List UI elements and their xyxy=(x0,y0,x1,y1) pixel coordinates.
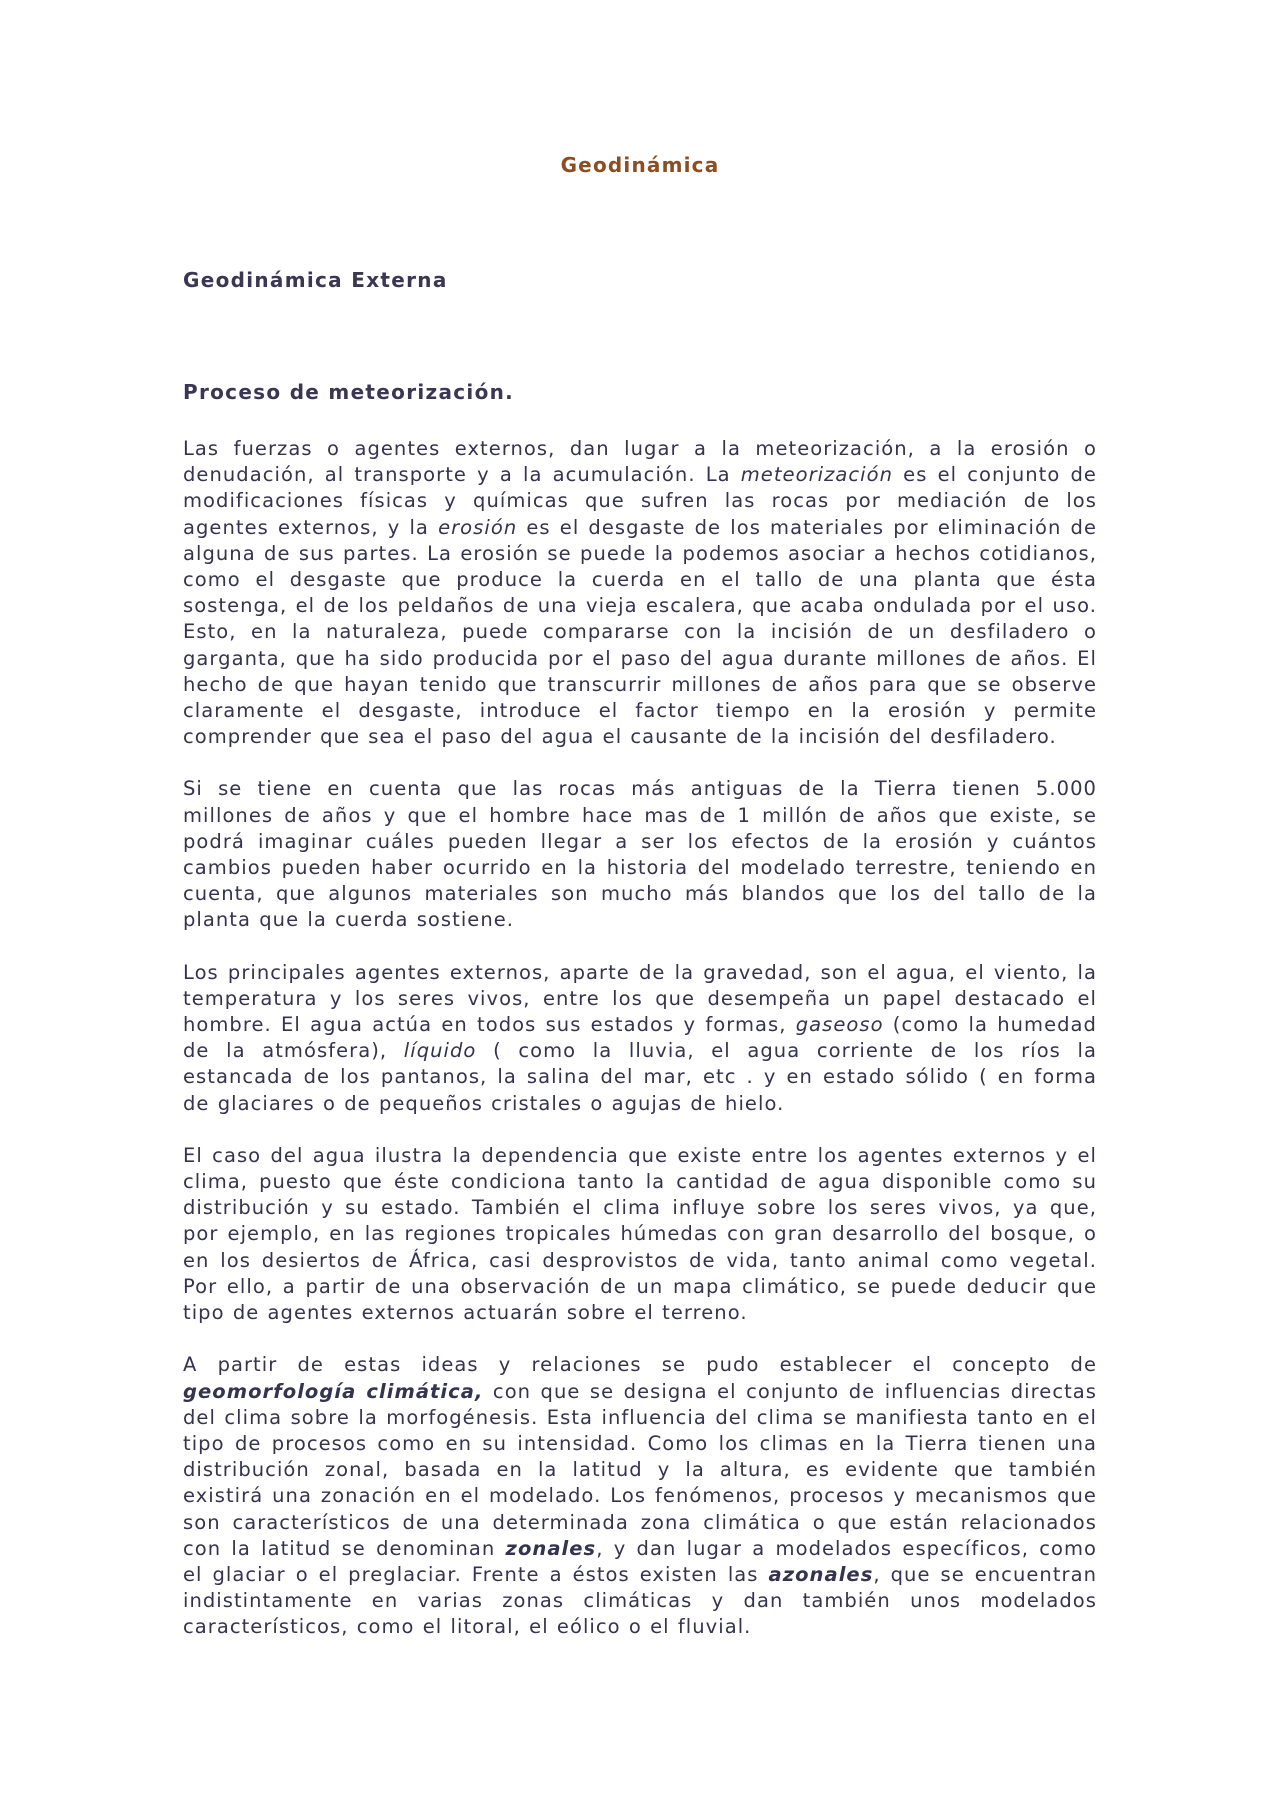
term-meteorizacion: meteorización xyxy=(740,463,894,487)
term-liquido: líquido xyxy=(403,1039,477,1063)
text-span: , y dan lugar a modelados específicos, como el glaciar o el preglaciar. Frente a éstos existen las xyxy=(183,1536,1097,1586)
text-span: A partir de estas ideas y relaciones se pudo establecer el concepto de xyxy=(183,1353,1097,1377)
text-span: , que se encuentran indistintamente en varias zonas climáticas y dan también unos modelados característicos, como el litoral, el eólico o el fluvial. xyxy=(183,1562,1097,1639)
paragraph-agentes-externos xyxy=(183,960,1097,1117)
text-span: con que se designa el conjunto de influencias directas del clima sobre la morfogénesis. Esta influencia del clima se manifiesta tanto en el tipo de procesos como en su intensidad. Como los climas en la Tierra tienen una distribución zonal, basada en la latitud y la altura, es evidente que también existirá una zonación en el modelado. Los fenómenos, procesos y mecanismos que son característicos de una determinada zona climática o que están relacionados con la latitud se denominan xyxy=(183,1379,1097,1560)
body-text xyxy=(183,436,1097,1667)
text-span: ( como la lluvia, el agua corriente de los ríos la estancada de los pantanos, la salina del mar, etc . y en estado sólido ( en forma de glaciares o de pequeños cristales o agujas de hielo. xyxy=(183,1039,1097,1115)
paragraph-caso-agua xyxy=(183,1143,1097,1326)
paragraph-geomorfologia xyxy=(183,1352,1097,1640)
paragraph-rocas-antiguas xyxy=(183,776,1097,933)
text-span: (como la humedad de la atmósfera), xyxy=(183,1013,1097,1063)
text-span: Las fuerzas o agentes externos, dan lugar a la meteorización, a la erosión o denudación, al transporte y a la acumulación. La xyxy=(183,437,1097,487)
term-geomorfologia-climatica: geomorfología climática, xyxy=(183,1379,484,1403)
term-azonales: azonales xyxy=(768,1562,874,1586)
text-span: es el conjunto de modificaciones físicas y químicas que sufren las rocas por mediación de los agentes externos, y la xyxy=(183,463,1097,539)
text-span: Los principales agentes externos, aparte de la gravedad, son el agua, el viento, la temperatura y los seres vivos, entre los que desempeña un papel destacado el hombre. El agua actúa en todos sus estados y formas, xyxy=(183,960,1097,1037)
document-title: Geodinámica xyxy=(560,153,720,177)
term-zonales: zonales xyxy=(505,1536,597,1560)
paragraph-meteorizacion xyxy=(183,436,1097,750)
text-span: es el desgaste de los materiales por eliminación de alguna de sus partes. La erosión se puede la podemos asociar a hechos cotidianos, como el desgaste que produce la cuerda en el tallo de una planta que ésta sostenga, el de los peldaños de una vieja escalera, que acaba ondulada por el uso. Esto, en la naturaleza, puede compararse con la incisión de un desfiladero o garganta, que ha sido producida por el paso del agua durante millones de años. El hecho de que hayan tenido que transcurrir millones de años para que se observe claramente el desgaste, introduce el factor tiempo en la erosión y permite comprender que sea el paso del agua el causante de la incisión del desfiladero. xyxy=(183,515,1097,749)
text-span: Si se tiene en cuenta que las rocas más antiguas de la Tierra tienen 5.000 millones de años y que el hombre hace mas de 1 millón de años que existe, se podrá imaginar cuáles pueden llegar a ser los efectos de la erosión y cuántos cambios pueden haber ocurrido en la historia del modelado terrestre, teniendo en cuenta, que algunos materiales son mucho más blandos que los del tallo de la planta que la cuerda sostiene. xyxy=(183,777,1097,932)
term-erosion: erosión xyxy=(438,515,518,539)
text-span: El caso del agua ilustra la dependencia que existe entre los agentes externos y el clima, puesto que éste condiciona tanto la cantidad de agua disponible como su distribución y su estado. También el clima influye sobre los seres vivos, ya que, por ejemplo, en las regiones tropicales húmedas con gran desarrollo del bosque, o en los desiertos de África, casi desprovistos de vida, tanto animal como vegetal. Por ello, a partir de una observación de un mapa climático, se puede deducir que tipo de agentes externos actuarán sobre el terreno. xyxy=(183,1143,1097,1325)
term-gaseoso: gaseoso xyxy=(795,1013,884,1037)
section-heading: Geodinámica Externa xyxy=(183,268,448,292)
subsection-heading: Proceso de meteorización. xyxy=(183,380,515,404)
